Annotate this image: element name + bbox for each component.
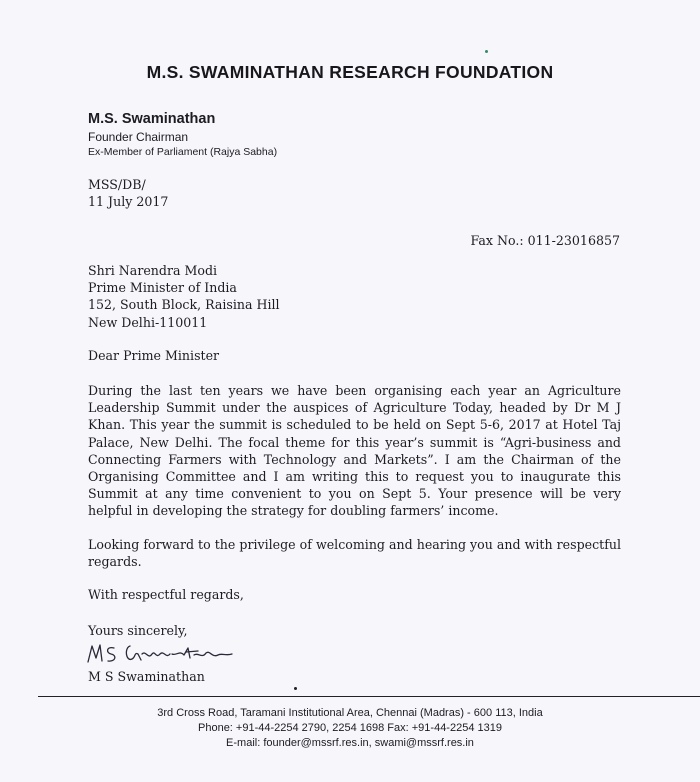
signer-name: M S Swaminathan xyxy=(88,669,205,684)
fax-number: Fax No.: 011-23016857 xyxy=(470,233,620,248)
founder-subtitle: Ex-Member of Parliament (Rajya Sabha) xyxy=(88,146,278,158)
salutation: Dear Prime Minister xyxy=(88,348,220,363)
footer-email: E-mail: founder@mssrf.res.in, swami@mssrf.res.in xyxy=(226,737,474,749)
reference-code: MSS/DB/ xyxy=(88,177,146,192)
footer-contact xyxy=(0,706,700,751)
closing-regards: With respectful regards, xyxy=(88,587,244,602)
recipient-line: Shri Narendra Modi xyxy=(88,263,218,278)
sign-off: Yours sincerely, xyxy=(88,623,188,638)
body-paragraph: During the last ten years we have been organising each year an Agriculture Leadership Summit under the auspices of Agriculture Today, headed by Dr M J Khan. This year the summit is scheduled to be held on Sept 5-6, 2017 at Hotel Taj Palace, New Delhi. The focal theme for this year’s summit is “Agri-business and Connecting Farmers with Technology and Markets”. I am the Chairman of the Organising Committee and I am writing this to request you to inaugurate this Summit at any time convenient to you on Sept 5. Your presence will be very helpful in developing the strategy for doubling farmers’ income. xyxy=(88,383,621,519)
letter-date: 11 July 2017 xyxy=(88,194,169,210)
organization-title: M.S. SWAMINATHAN RESEARCH FOUNDATION xyxy=(146,62,554,82)
founder-title: Founder Chairman xyxy=(88,130,189,144)
handwritten-signature xyxy=(86,640,236,668)
scan-speck xyxy=(485,50,488,53)
footer-phone: Phone: +91-44-2254 2790, 2254 1698 Fax: +91-44-2254 1319 xyxy=(198,722,502,734)
reference-block xyxy=(88,176,168,210)
signature-text: M S Swaminathan xyxy=(86,667,94,668)
founder-name: M.S. Swaminathan xyxy=(88,111,216,127)
footer-divider xyxy=(38,696,700,697)
recipient-line: 152, South Block, Raisina Hill xyxy=(88,297,280,313)
recipient-address xyxy=(88,262,280,331)
footer-address: 3rd Cross Road, Taramani Institutional Area, Chennai (Madras) - 600 113, India xyxy=(157,707,543,719)
body-paragraph: Looking forward to the privilege of welcoming and hearing you and with respectful regards. xyxy=(88,537,621,570)
scan-speck xyxy=(294,687,297,690)
recipient-line: Prime Minister of India xyxy=(88,280,237,296)
recipient-line: New Delhi-110011 xyxy=(88,314,208,330)
